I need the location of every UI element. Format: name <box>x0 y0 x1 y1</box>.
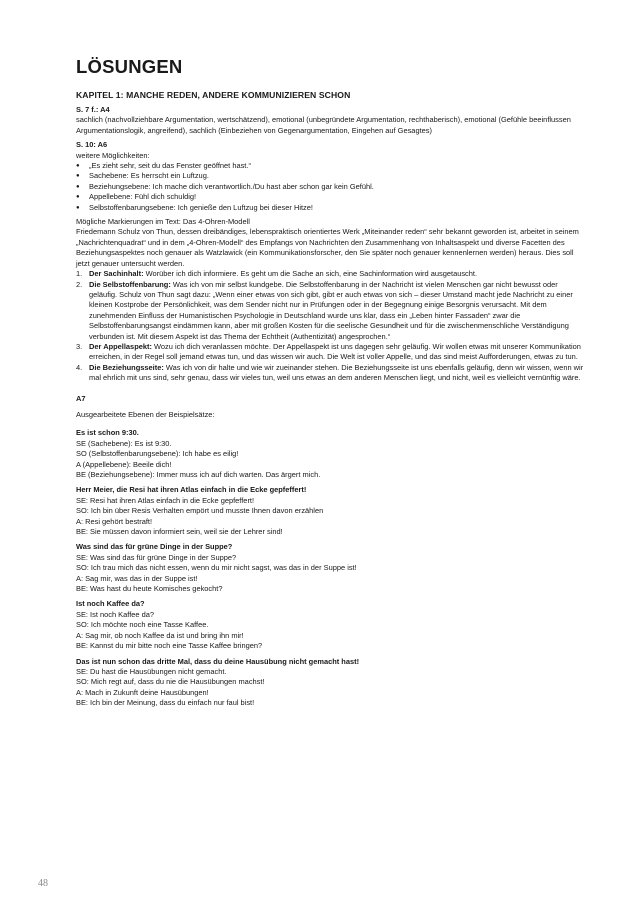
example-line: SE (Sachebene): Es ist 9:30. <box>76 438 172 448</box>
example-block <box>76 485 586 537</box>
list-item: ● Sachebene: Es herrscht ein Luftzug. <box>76 171 586 181</box>
example-line: BE: Kannst du mir bitte noch eine Tasse Kaffee bringen? <box>76 641 263 651</box>
list-item <box>76 342 586 363</box>
section-a4-heading: S. 7 f.: A4 <box>76 105 110 114</box>
page-number: 48 <box>38 878 48 889</box>
example-block <box>76 542 586 594</box>
item-text: Wozu ich dich veranlassen möchte. Der Appellaspekt ist uns dagegen sehr geläufig. Wir wollen etwas mit unserer Kommunikation erreichen, in der Regel soll jemand etwas tun, und das wissen wir auch. Die Welt ist voller Appelle, und das sind meist Aufforderungen, etwas zu tun. <box>89 341 581 362</box>
section-a6-heading: S. 10: A6 <box>76 140 108 150</box>
example-line: BE: Ich bin der Meinung, dass du einfach nur faul bist! <box>76 698 255 708</box>
example-line: SO: Mich regt auf, dass du nie die Hausübungen machst! <box>76 677 265 687</box>
example-line: SE: Was sind das für grüne Dinge in der Suppe? <box>76 552 237 562</box>
section-a7 <box>76 394 586 709</box>
example-line: A (Appellebene): Beeile dich! <box>76 459 172 469</box>
example-line: SO: Ich möchte noch eine Tasse Kaffee. <box>76 620 209 630</box>
example-line: BE: Was hast du heute Komisches gekocht? <box>76 584 223 594</box>
example-heading: Das ist nun schon das dritte Mal, dass du deine Hausübung nicht gemacht hast! <box>76 656 360 666</box>
example-line: A: Sag mir, was das in der Suppe ist! <box>76 573 198 583</box>
example-line: A: Resi gehört bestraft! <box>76 516 153 526</box>
list-item: ● „Es zieht sehr, seit du das Fenster geöffnet hast.“ <box>76 161 586 171</box>
example-block <box>76 428 586 480</box>
page-title: LÖSUNGEN <box>76 56 183 77</box>
chapter-heading: KAPITEL 1: MANCHE REDEN, ANDERE KOMMUNIZIEREN SCHON <box>76 90 351 100</box>
section-a7-intro: Ausgearbeitete Ebenen der Beispielsätze: <box>76 409 215 419</box>
example-heading: Es ist schon 9:30. <box>76 428 139 438</box>
item-text: Was ich von dir halte und wie wir zueinander stehen. Die Beziehungsseite ist uns ebenfalls geläufig, denn wir wissen, wenn wir mal ehrlich mit uns sind, sehr genau, dass wir vieles tun, weil uns etwas an dem anderen Menschen liegt, und nicht, weil es vielleicht vernünftig wäre. <box>89 362 584 383</box>
example-line: SE: Du hast die Hausübungen nicht gemacht. <box>76 666 227 676</box>
list-item <box>76 280 586 342</box>
example-line: SO: Ich trau mich das nicht essen, wenn du mir nicht sagst, was das in der Suppe ist! <box>76 563 357 573</box>
item-number: 1. <box>76 269 83 279</box>
example-line: BE: Sie müssen davon informiert sein, weil sie der Lehrer sind! <box>76 527 283 537</box>
section-a6-intro: weitere Möglichkeiten: <box>76 150 150 160</box>
item-number: 4. <box>76 362 83 372</box>
example-line: SO: Ich bin über Resis Verhalten empört und musste Ihnen davon erzählen <box>76 506 324 516</box>
example-line: SO (Selbstoffenbarungsebene): Ich habe es eilig! <box>76 449 239 459</box>
example-line: A: Sag mir, ob noch Kaffee da ist und bring ihn mir! <box>76 630 244 640</box>
example-line: A: Mach in Zukunft deine Hausübungen! <box>76 687 209 697</box>
section-a6 <box>76 140 586 383</box>
item-number: 2. <box>76 279 83 289</box>
example-line: SE: Resi hat ihren Atlas einfach in die Ecke gepfeffert! <box>76 495 255 505</box>
item-label: Der Sachinhalt: <box>89 269 144 279</box>
example-block <box>76 657 586 709</box>
example-heading: Ist noch Kaffee da? <box>76 599 145 609</box>
list-item <box>76 269 586 279</box>
section-a4 <box>76 105 586 136</box>
item-text: Was ich von mir selbst kundgebe. Die Selbstoffenbarung in der Nachricht ist vielen Menschen gar nicht bewusst oder geläufig. Schulz von Thun sagt dazu: „Wenn einer etwas von sich gibt, gibt er auch etwas von sich – dieser Umstand macht jede Nachricht zu einer kleinen Kostprobe der Persönlichkeit, was dem Sender nicht nur in Prüfungen oder in der Begegnung einige Besorgnis verursacht. Mit dem zunehmenden Einfluss der Humanistischen Psychologie in Deutschland wurde uns klar, dass ein „Leben hinter Fassaden“ zwar die Selbstoffenbarungsangst eindämmen kann, aber mit großen Kosten für die seelische Gesundheit und für die zwischenmenschliche Verständigung verbunden ist. Mit diesem Aspekt ist das Thema der Echtheit (Authentizität) angesprochen.“ <box>89 279 573 341</box>
example-heading: Was sind das für grüne Dinge in der Suppe? <box>76 542 233 552</box>
item-text: Worüber ich dich informiere. Es geht um die Sache an sich, eine Sachinformation wird ausgetauscht. <box>143 269 478 279</box>
example-heading: Herr Meier, die Resi hat ihren Atlas einfach in die Ecke gepfeffert! <box>76 485 307 495</box>
item-number: 3. <box>76 341 83 351</box>
item-label: Die Selbstoffenbarung: <box>89 279 171 289</box>
list-item <box>76 363 586 384</box>
markings-heading: Mögliche Markierungen im Text: Das 4-Ohren-Modell <box>76 217 250 227</box>
page-content <box>76 56 586 709</box>
item-label: Der Appellaspekt: <box>89 341 152 351</box>
section-a7-heading: A7 <box>76 393 86 403</box>
list-item: ● Beziehungsebene: Ich mache dich verantwortlich./Du hast aber schon gar kein Gefühl. <box>76 182 586 192</box>
list-item: ● Appellebene: Fühl dich schuldig! <box>76 192 586 202</box>
four-ears-paragraph: Friedemann Schulz von Thun, dessen dreibändiges, lebenspraktisch orientiertes Werk „Miteinander reden“ sehr bekannt geworden ist, arbeitet in seinem „Nachrichtenquadrat“ und in dem „4-Ohren-Modell“ des Empfangs von Nachrichten den Zusammenhang von Inhaltsaspekt und diverse Facetten des Beziehungsaspektes noch genauer als Watzlawick (ein Kommunikationsforscher, den Sie später noch genauer kennenlernen werden) heraus. Dies soll jetzt genauer untersucht werden. <box>76 227 579 268</box>
example-block <box>76 599 586 651</box>
item-label: Die Beziehungsseite: <box>89 362 164 372</box>
list-item: ● Selbstoffenbarungsebene: Ich genieße den Luftzug bei dieser Hitze! <box>76 203 586 213</box>
section-a4-text: sachlich (nachvollziehbare Argumentation, wertschätzend), emotional (unbegründete Argumentation, rechthaberisch), emotional (Gefühle beeinflussen Argumentationslogik, angreifend), sachlich (Einbeziehen von Gegenargumentation, Eingehen auf Gesagtes) <box>76 115 571 135</box>
example-line: SE: Ist noch Kaffee da? <box>76 609 155 619</box>
a6-bullet-list <box>76 161 586 213</box>
example-line: BE (Beziehungsebene): Immer muss ich auf dich warten. Das ärgert mich. <box>76 470 321 479</box>
four-ears-list <box>76 269 586 383</box>
